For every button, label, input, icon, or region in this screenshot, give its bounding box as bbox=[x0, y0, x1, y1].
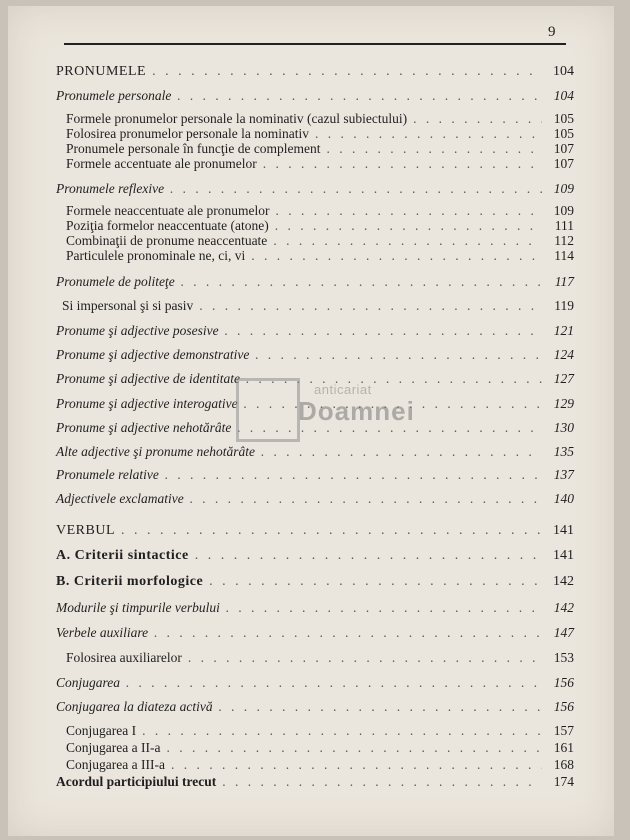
toc-label: Pronumele reflexive bbox=[56, 181, 165, 196]
toc-page: 153 bbox=[553, 650, 574, 665]
toc-page: 156 bbox=[553, 675, 574, 690]
toc-label: Conjugarea I bbox=[66, 723, 137, 738]
toc-page: 119 bbox=[554, 298, 574, 313]
toc-entry-formele-nominativ bbox=[66, 111, 574, 126]
dot-leader bbox=[219, 699, 542, 714]
toc-entry-demonstrative bbox=[56, 347, 574, 362]
toc-page: 109 bbox=[553, 181, 574, 196]
toc-entry-posesive bbox=[56, 323, 574, 338]
toc-entry-criterii-sintactice bbox=[56, 548, 574, 563]
dot-leader bbox=[170, 181, 542, 196]
toc-page: 141 bbox=[553, 548, 574, 563]
toc-page: 168 bbox=[553, 757, 574, 772]
toc-label: Pronumele relative bbox=[56, 467, 159, 482]
toc-page: 112 bbox=[554, 233, 574, 248]
dot-leader bbox=[275, 218, 542, 233]
watermark-big-text: Doamnei bbox=[298, 396, 415, 426]
toc-page: 161 bbox=[553, 740, 574, 755]
toc-page: 105 bbox=[553, 111, 574, 126]
toc-page: 130 bbox=[553, 420, 574, 435]
toc-entry-formele-neaccentuate bbox=[66, 203, 574, 218]
toc-label: VERBUL bbox=[56, 523, 115, 538]
toc-label: Pronume şi adjective interogative bbox=[56, 396, 238, 411]
dot-leader bbox=[255, 347, 542, 362]
dot-leader bbox=[126, 675, 542, 690]
toc-label: Verbele auxiliare bbox=[56, 625, 149, 640]
toc-page: 124 bbox=[553, 347, 574, 362]
toc-entry-folosirea-nominativ bbox=[66, 126, 574, 141]
toc-entry-formele-accentuate bbox=[66, 156, 574, 171]
toc-entry-combinatii bbox=[66, 233, 574, 248]
toc-label: A. Criterii sintactice bbox=[56, 548, 189, 563]
toc-label: Acordul participiului trecut bbox=[56, 774, 217, 789]
toc-label: Conjugarea bbox=[56, 675, 120, 690]
toc-entry-verbul bbox=[56, 523, 574, 538]
dot-leader bbox=[171, 757, 542, 772]
dot-leader bbox=[273, 233, 542, 248]
watermark bbox=[236, 378, 416, 450]
dot-leader bbox=[327, 141, 542, 156]
toc-page: 142 bbox=[553, 600, 574, 615]
toc-page: 121 bbox=[553, 323, 574, 338]
toc-entry-pozitia-formelor bbox=[66, 218, 574, 233]
dot-leader bbox=[142, 723, 542, 738]
toc-entry-conjugarea-iii bbox=[66, 757, 574, 772]
toc-label: Formele neaccentuate ale pronumelor bbox=[66, 203, 270, 218]
toc-label: Poziţia formelor neaccentuate (atone) bbox=[66, 218, 269, 233]
toc-page: 140 bbox=[553, 491, 574, 506]
toc-label: Pronumele personale în funcţie de complement bbox=[66, 141, 321, 156]
toc-label: Conjugarea a III-a bbox=[66, 757, 165, 772]
dot-leader bbox=[263, 156, 542, 171]
dot-leader bbox=[154, 625, 542, 640]
toc-label: Folosirea auxiliarelor bbox=[66, 650, 182, 665]
toc-page: 107 bbox=[553, 156, 574, 171]
toc-entry-folosirea-auxiliarelor bbox=[66, 650, 574, 665]
toc-label: Conjugarea la diateza activă bbox=[56, 699, 213, 714]
toc-page: 147 bbox=[553, 625, 574, 640]
toc-label: Pronumele de politeţe bbox=[56, 274, 175, 289]
toc-label: Pronume şi adjective de identitate bbox=[56, 371, 240, 386]
dot-leader bbox=[226, 600, 542, 615]
toc-entry-pronumele-reflexive bbox=[56, 181, 574, 196]
toc-label: Si impersonal şi si pasiv bbox=[62, 298, 194, 313]
toc-label: Combinaţii de pronume neaccentuate bbox=[66, 233, 268, 248]
toc-page: 104 bbox=[553, 88, 574, 103]
toc-page: 141 bbox=[553, 523, 574, 538]
watermark-small-text: anticariat bbox=[314, 382, 372, 397]
toc-label: Modurile şi timpurile verbului bbox=[56, 600, 220, 615]
toc-label: Pronumele personale bbox=[56, 88, 172, 103]
toc-entry-acordul-participiului bbox=[56, 774, 574, 789]
dot-leader bbox=[190, 491, 542, 506]
toc-page: 142 bbox=[553, 574, 574, 589]
dot-leader bbox=[165, 467, 542, 482]
dot-leader bbox=[166, 740, 542, 755]
toc-page: 156 bbox=[553, 699, 574, 714]
toc-page: 137 bbox=[553, 467, 574, 482]
toc-label: Formele pronumelor personale la nominativ (cazul subiectului) bbox=[66, 111, 408, 126]
toc-entry-si-impersonal bbox=[62, 298, 574, 313]
toc-entry-criterii-morfologice bbox=[56, 574, 574, 589]
toc-page: 117 bbox=[554, 274, 574, 289]
toc-entry-conjugarea-i bbox=[66, 723, 574, 738]
toc-label: Pronume şi adjective posesive bbox=[56, 323, 219, 338]
dot-leader bbox=[195, 548, 542, 563]
toc-page: 157 bbox=[553, 723, 574, 738]
dot-leader bbox=[121, 523, 542, 538]
toc-page: 111 bbox=[554, 218, 574, 233]
toc-label: Pronume şi adjective demonstrative bbox=[56, 347, 250, 362]
toc-page: 104 bbox=[553, 64, 574, 79]
toc-page: 105 bbox=[553, 126, 574, 141]
toc-entry-politete bbox=[56, 274, 574, 289]
toc-entry-pronumele bbox=[56, 64, 574, 79]
toc-entry-conjugarea bbox=[56, 675, 574, 690]
dot-leader bbox=[209, 574, 542, 589]
toc-page: 135 bbox=[553, 444, 574, 459]
dot-leader bbox=[225, 323, 542, 338]
dot-leader bbox=[199, 298, 542, 313]
toc-label: Folosirea pronumelor personale la nominativ bbox=[66, 126, 309, 141]
dot-leader bbox=[315, 126, 542, 141]
page-number: 9 bbox=[548, 24, 556, 40]
toc-page: 174 bbox=[553, 774, 574, 789]
toc-entry-verbele-auxiliare bbox=[56, 625, 574, 640]
toc-entry-exclamative bbox=[56, 491, 574, 506]
toc-page: 127 bbox=[553, 371, 574, 386]
toc-label: B. Criterii morfologice bbox=[56, 574, 204, 589]
toc-page: 109 bbox=[553, 203, 574, 218]
toc-label: Conjugarea a II-a bbox=[66, 740, 161, 755]
dot-leader bbox=[276, 203, 542, 218]
toc-label: Formele accentuate ale pronumelor bbox=[66, 156, 257, 171]
toc-label: Alte adjective şi pronume nehotărâte bbox=[56, 444, 255, 459]
dot-leader bbox=[152, 64, 542, 79]
toc-entry-modurile bbox=[56, 600, 574, 615]
dot-leader bbox=[181, 274, 542, 289]
dot-leader bbox=[177, 88, 542, 103]
toc-entry-particulele bbox=[66, 248, 574, 263]
watermark-logo bbox=[236, 378, 300, 442]
toc-label: PRONUMELE bbox=[56, 64, 147, 79]
dot-leader bbox=[188, 650, 542, 665]
toc-label: Particulele pronominale ne, ci, vi bbox=[66, 248, 246, 263]
toc-entry-functie-complement bbox=[66, 141, 574, 156]
toc-entry-diateza-activa bbox=[56, 699, 574, 714]
toc-label: Adjectivele exclamative bbox=[56, 491, 184, 506]
toc-page: 129 bbox=[553, 396, 574, 411]
toc-label: Pronume şi adjective nehotărâte bbox=[56, 420, 232, 435]
toc-page: 114 bbox=[554, 248, 574, 263]
toc-entry-pronumele-personale bbox=[56, 88, 574, 103]
toc-entry-relative bbox=[56, 467, 574, 482]
toc-page: 107 bbox=[553, 141, 574, 156]
dot-leader bbox=[413, 111, 542, 126]
toc-entry-conjugarea-ii bbox=[66, 740, 574, 755]
dot-leader bbox=[222, 774, 542, 789]
dot-leader bbox=[251, 248, 542, 263]
